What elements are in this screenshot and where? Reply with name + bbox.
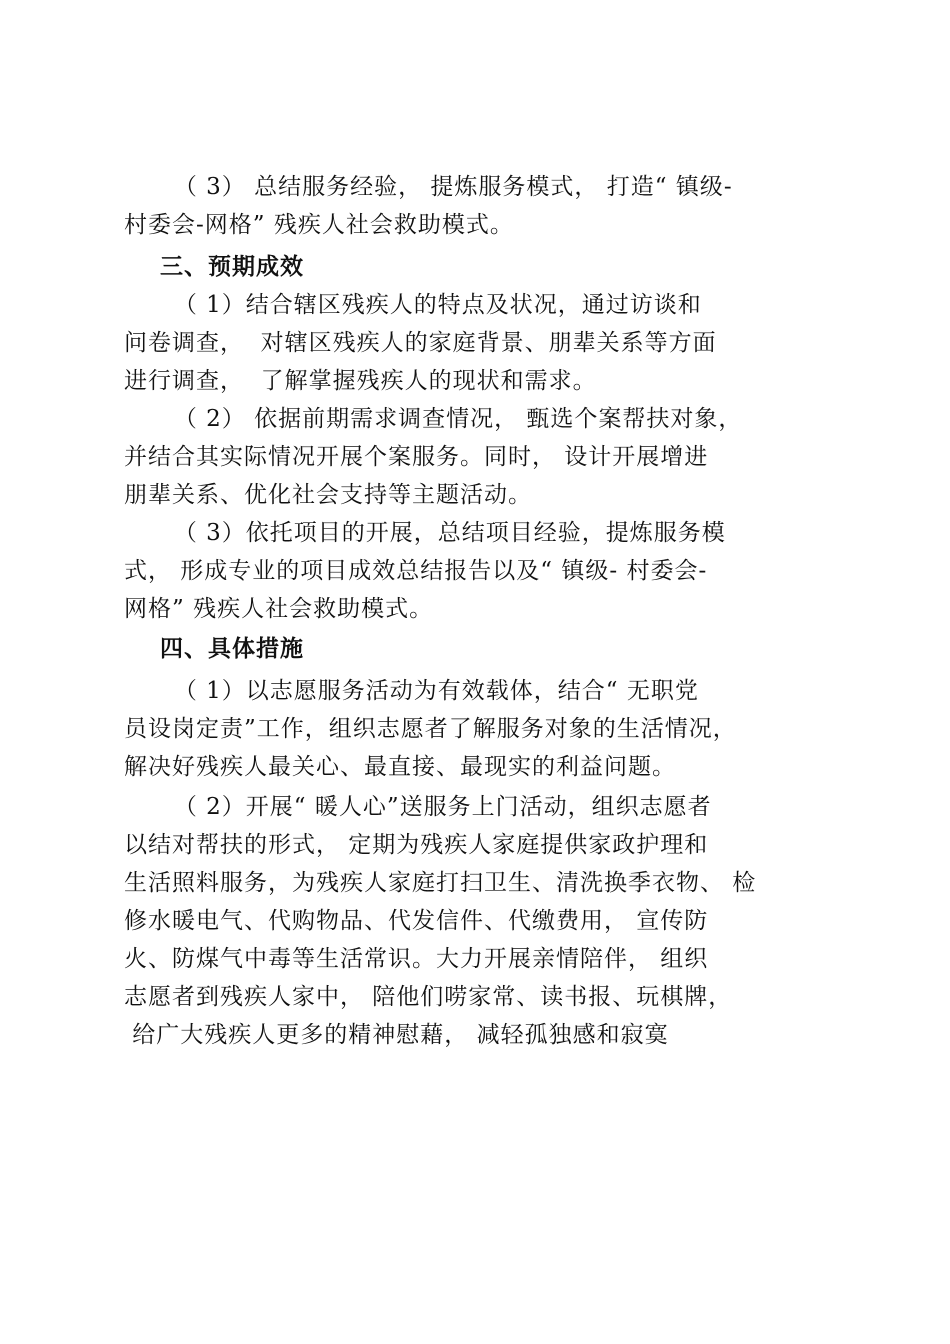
paragraph-line: 进行调查， 了解掌握残疾人的现状和需求。 (124, 368, 597, 394)
paragraph-line: （ 3）依托项目的开展，总结项目经验，提炼服务模 (124, 520, 726, 546)
paragraph-line: （ 3） 总结服务经验， 提炼服务模式， 打造“ 镇级- (124, 174, 733, 200)
paragraph-line: （ 1）以志愿服务活动为有效载体，结合“ 无职党 (124, 678, 699, 704)
section-heading-specific-measures: 四、具体措施 (124, 635, 305, 662)
paragraph-line: 式， 形成专业的项目成效总结报告以及“ 镇级- 村委会- (124, 558, 708, 584)
paragraph-line: 以结对帮扶的形式， 定期为残疾人家庭提供家政护理和 (124, 832, 709, 858)
section-heading-expected-results: 三、预期成效 (124, 253, 305, 280)
paragraph-line: 网格” 残疾人社会救助模式。 (124, 596, 434, 622)
paragraph-line: 志愿者到残疾人家中， 陪他们唠家常、读书报、玩棋牌， (124, 984, 733, 1010)
paragraph-line: （ 2） 依据前期需求调查情况， 甄选个案帮扶对象， (124, 406, 743, 432)
paragraph-line: 修水暖电气、代购物品、代发信件、代缴费用， 宣传防 (124, 908, 709, 934)
paragraph-line: 火、防煤气中毒等生活常识。大力开展亲情陪伴， 组织 (124, 946, 709, 972)
paragraph-line: 朋辈关系、优化社会支持等主题活动。 (124, 482, 532, 508)
paragraph-line: 村委会-网格” 残疾人社会救助模式。 (124, 212, 514, 238)
paragraph-line: 问卷调查， 对辖区残疾人的家庭背景、朋辈关系等方面 (124, 330, 717, 356)
paragraph-line: （ 2）开展“ 暖人心”送服务上门活动，组织志愿者 (124, 794, 712, 820)
paragraph-line: （ 1）结合辖区残疾人的特点及状况，通过访谈和 (124, 292, 702, 318)
paragraph-line: 生活照料服务，为残疾人家庭打扫卫生、清洗换季衣物、 检 (124, 870, 757, 896)
paragraph-line: 给广大残疾人更多的精神慰藉， 减轻孤独感和寂寞 (124, 1022, 669, 1048)
paragraph-line: 并结合其实际情况开展个案服务。同时， 设计开展增进 (124, 444, 709, 470)
paragraph-line: 员设岗定责”工作，组织志愿者了解服务对象的生活情况， (124, 716, 737, 742)
paragraph-line: 解决好残疾人最关心、最直接、最现实的利益问题。 (124, 754, 676, 780)
